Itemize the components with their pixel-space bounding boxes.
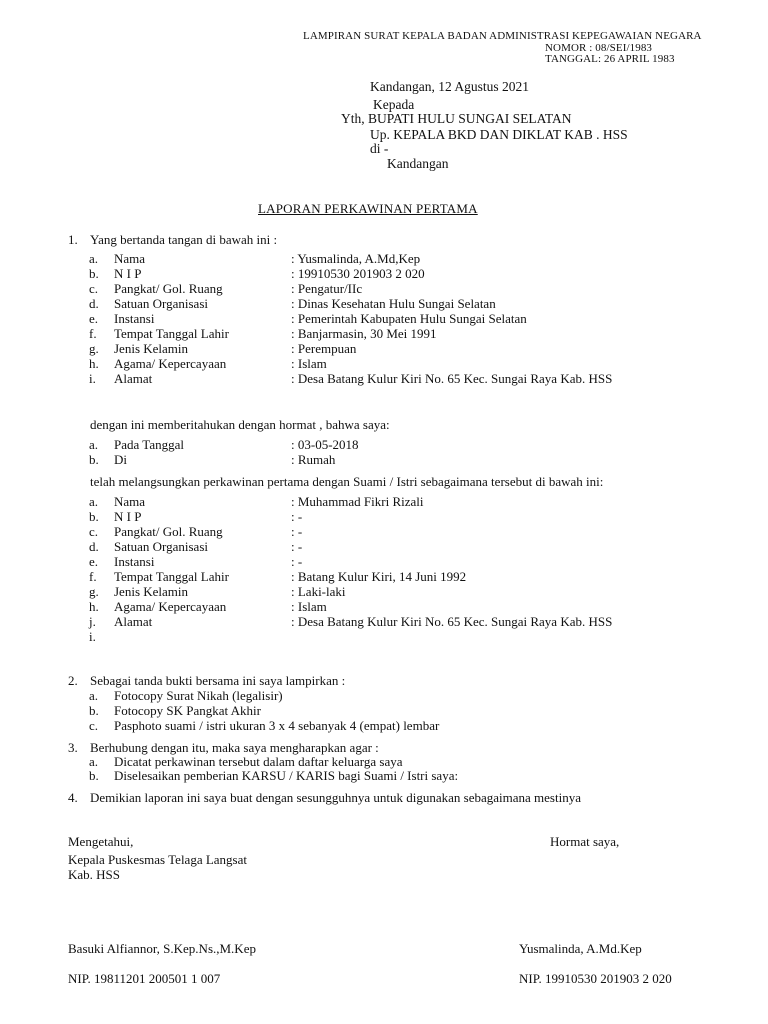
- field-label: Satuan Organisasi: [114, 296, 208, 311]
- detail-row: [0, 452, 768, 467]
- signature-left-mengetahui: Mengetahui,: [68, 834, 134, 849]
- field-value: : 19910530 201903 2 020: [291, 266, 425, 281]
- field-value: : Rumah: [291, 452, 336, 467]
- signature-right-greeting: Hormat saya,: [550, 834, 620, 849]
- item-letter: b.: [89, 509, 99, 524]
- item-letter: e.: [89, 311, 99, 326]
- field-value: : -: [291, 539, 303, 554]
- field-value: : Batang Kulur Kiri, 14 Juni 1992: [291, 569, 467, 584]
- item-letter: a.: [89, 437, 99, 452]
- header-reference-date: TANGGAL: 26 APRIL 1983: [545, 53, 675, 65]
- field-label: Tempat Tanggal Lahir: [114, 326, 229, 341]
- field-value: : -: [291, 509, 303, 524]
- field-label: Nama: [114, 494, 146, 509]
- field-label: Agama/ Kepercayaan: [114, 356, 227, 371]
- signature-left-name: Basuki Alfiannor, S.Kep.Ns.,M.Kep: [68, 941, 256, 956]
- section-text: Demikian laporan ini saya buat dengan sesungguhnya untuk digunakan sebagaimana mestinya: [90, 790, 581, 805]
- list-item: [0, 703, 768, 718]
- section-text: Yang bertanda tangan di bawah ini :: [90, 232, 278, 247]
- detail-row: [0, 356, 768, 371]
- section-3-heading: [0, 740, 768, 755]
- spouse-intro: telah melangsungkan perkawinan pertama dengan Suami / Istri sebagaimana tersebut di bawah ini:: [90, 474, 604, 489]
- list-item: [0, 754, 768, 769]
- field-value: : Islam: [291, 356, 327, 371]
- header-reference-number: NOMOR : 08/SEI/1983: [545, 42, 653, 54]
- item-text: Fotocopy SK Pangkat Akhir: [114, 703, 261, 718]
- addressee-up: Up. KEPALA BKD DAN DIKLAT KAB . HSS: [370, 127, 628, 142]
- notify-statement: dengan ini memberitahukan dengan hormat , bahwa saya:: [90, 417, 390, 432]
- section-number: 2.: [68, 673, 78, 688]
- field-label: Agama/ Kepercayaan: [114, 599, 227, 614]
- section-text: Sebagai tanda bukti bersama ini saya lampirkan :: [90, 673, 346, 688]
- field-label: Jenis Kelamin: [114, 584, 189, 599]
- detail-row: [0, 311, 768, 326]
- detail-row: [0, 629, 768, 644]
- item-letter: b.: [89, 452, 99, 467]
- section-number: 4.: [68, 790, 78, 805]
- item-letter: i.: [89, 371, 96, 386]
- field-label: Pangkat/ Gol. Ruang: [114, 281, 223, 296]
- detail-row: [0, 326, 768, 341]
- item-letter: d.: [89, 296, 99, 311]
- item-letter: b.: [89, 703, 99, 718]
- detail-row: [0, 569, 768, 584]
- field-value: : Pengatur/IIc: [291, 281, 363, 296]
- place-date: Kandangan, 12 Agustus 2021: [370, 79, 529, 94]
- field-value: : Muhammad Fikri Rizali: [291, 494, 424, 509]
- item-letter: i.: [89, 629, 96, 644]
- detail-row: [0, 614, 768, 629]
- list-item: [0, 688, 768, 703]
- detail-row: [0, 539, 768, 554]
- list-item: [0, 768, 768, 783]
- field-label: Instansi: [114, 311, 155, 326]
- item-letter: a.: [89, 494, 99, 509]
- detail-row: [0, 437, 768, 452]
- item-text: Pasphoto suami / istri ukuran 3 x 4 sebanyak 4 (empat) lembar: [114, 718, 440, 733]
- item-letter: b.: [89, 266, 99, 281]
- signature-left-position: Kepala Puskesmas Telaga Langsat: [68, 852, 247, 867]
- header-reference-title: LAMPIRAN SURAT KEPALA BADAN ADMINISTRASI KEPEGAWAIAN NEGARA: [303, 30, 702, 42]
- detail-row: [0, 509, 768, 524]
- detail-row: [0, 599, 768, 614]
- field-value: : Pemerintah Kabupaten Hulu Sungai Selatan: [291, 311, 527, 326]
- item-letter: c.: [89, 718, 99, 733]
- item-letter: d.: [89, 539, 99, 554]
- field-value: : Desa Batang Kulur Kiri No. 65 Kec. Sungai Raya Kab. HSS: [291, 371, 613, 386]
- detail-row: [0, 494, 768, 509]
- section-2-heading: [0, 673, 768, 688]
- item-text: Diselesaikan pemberian KARSU / KARIS bagi Suami / Istri saya:: [114, 768, 459, 783]
- field-value: : Islam: [291, 599, 327, 614]
- item-letter: g.: [89, 341, 99, 356]
- signature-right-nip: NIP. 19910530 201903 2 020: [519, 971, 672, 986]
- item-letter: a.: [89, 251, 99, 266]
- section-number: 1.: [68, 232, 78, 247]
- field-label: Di: [114, 452, 127, 467]
- field-label: Alamat: [114, 614, 153, 629]
- detail-row: [0, 281, 768, 296]
- field-value: : Desa Batang Kulur Kiri No. 65 Kec. Sungai Raya Kab. HSS: [291, 614, 613, 629]
- field-value: : Laki-laki: [291, 584, 346, 599]
- item-letter: j.: [89, 614, 96, 629]
- section-4-heading: [0, 790, 768, 805]
- detail-row: [0, 266, 768, 281]
- section-1-heading: [0, 232, 768, 247]
- addressee-kepada: Kepada: [373, 97, 415, 112]
- item-letter: a.: [89, 754, 99, 769]
- field-label: Alamat: [114, 371, 153, 386]
- section-text: Berhubung dengan itu, maka saya mengharapkan agar :: [90, 740, 379, 755]
- field-value: : 03-05-2018: [291, 437, 359, 452]
- section-number: 3.: [68, 740, 78, 755]
- item-letter: b.: [89, 768, 99, 783]
- field-value: : Banjarmasin, 30 Mei 1991: [291, 326, 437, 341]
- signature-left-nip: NIP. 19811201 200501 1 007: [68, 971, 221, 986]
- item-letter: c.: [89, 524, 99, 539]
- item-text: Fotocopy Surat Nikah (legalisir): [114, 688, 283, 703]
- item-letter: c.: [89, 281, 99, 296]
- item-letter: a.: [89, 688, 99, 703]
- field-value: : -: [291, 524, 303, 539]
- field-label: Pada Tanggal: [114, 437, 184, 452]
- item-letter: h.: [89, 599, 99, 614]
- addressee-city: Kandangan: [387, 156, 449, 171]
- addressee-yth: Yth, BUPATI HULU SUNGAI SELATAN: [341, 111, 572, 126]
- detail-row: [0, 524, 768, 539]
- detail-row: [0, 584, 768, 599]
- field-value: : Yusmalinda, A.Md,Kep: [291, 251, 421, 266]
- field-label: Pangkat/ Gol. Ruang: [114, 524, 223, 539]
- item-text: Dicatat perkawinan tersebut dalam daftar keluarga saya: [114, 754, 403, 769]
- item-letter: h.: [89, 356, 99, 371]
- detail-row: [0, 554, 768, 569]
- item-letter: g.: [89, 584, 99, 599]
- detail-row: [0, 371, 768, 386]
- signature-left-office: Kab. HSS: [68, 867, 121, 882]
- item-letter: e.: [89, 554, 99, 569]
- list-item: [0, 718, 768, 733]
- field-value: : -: [291, 554, 303, 569]
- signature-right-name: Yusmalinda, A.Md.Kep: [519, 941, 642, 956]
- field-label: N I P: [114, 509, 142, 524]
- document-title: LAPORAN PERKAWINAN PERTAMA: [258, 201, 478, 216]
- detail-row: [0, 296, 768, 311]
- detail-row: [0, 251, 768, 266]
- field-label: Nama: [114, 251, 146, 266]
- detail-row: [0, 341, 768, 356]
- field-value: : Dinas Kesehatan Hulu Sungai Selatan: [291, 296, 496, 311]
- item-letter: f.: [89, 326, 97, 341]
- field-value: : Perempuan: [291, 341, 357, 356]
- field-label: N I P: [114, 266, 142, 281]
- addressee-di: di -: [370, 141, 389, 156]
- field-label: Tempat Tanggal Lahir: [114, 569, 229, 584]
- field-label: Jenis Kelamin: [114, 341, 189, 356]
- field-label: Instansi: [114, 554, 155, 569]
- field-label: Satuan Organisasi: [114, 539, 208, 554]
- item-letter: f.: [89, 569, 97, 584]
